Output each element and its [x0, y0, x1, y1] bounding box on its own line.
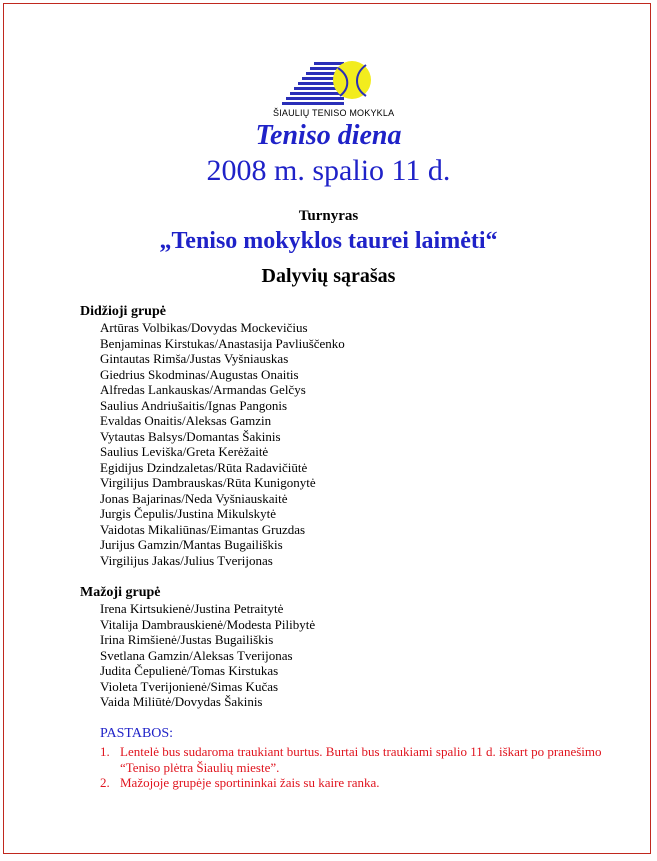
- note-item: [100, 775, 610, 791]
- list-item: Egidijus Dzindzaletas/Rūta Radavičiūtė: [100, 459, 308, 475]
- list-item: Benjaminas Kirstukas/Anastasija Pavliuščenko: [100, 335, 345, 351]
- tournament-name: „Teniso mokyklos taurei laimėti“: [159, 228, 498, 254]
- list-item: Saulius Andriušaitis/Ignas Pangonis: [100, 397, 288, 413]
- event-title: Teniso diena: [255, 120, 402, 151]
- list-item: Evaldas Onaitis/Aleksas Gamzin: [100, 413, 272, 428]
- list-item: Jonas Bajarinas/Neda Vyšniauskaitė: [100, 490, 288, 506]
- note-item: [100, 744, 610, 775]
- participants-heading: Dalyvių sąrašas: [261, 265, 396, 287]
- list-item: Irina Rimšienė/Justas Bugailiškis: [100, 632, 274, 647]
- list-item: Violeta Tverijonienė/Simas Kučas: [100, 678, 279, 694]
- group-big: [80, 304, 345, 568]
- note-text: Mažojoje grupėje sportininkai žais su kaire ranka.: [120, 775, 380, 790]
- notes-heading: PASTABOS:: [100, 726, 174, 741]
- group-heading: Didžioji grupė: [80, 304, 166, 319]
- event-date: 2008 m. spalio 11 d.: [206, 154, 451, 187]
- list-item: Jurgis Čepulis/Justina Mikulskytė: [100, 506, 276, 521]
- list-item: Saulius Leviška/Greta Kerėžaitė: [100, 444, 269, 459]
- list-item: Artūras Volbikas/Dovydas Mockevičius: [100, 320, 308, 335]
- list-item: Gintautas Rimša/Justas Vyšniauskas: [100, 351, 289, 366]
- logo-text: ŠIAULIŲ TENISO MOKYKLA: [273, 108, 395, 118]
- pair-list: [80, 601, 315, 710]
- list-item: Vitalija Dambrauskienė/Modesta Pilibytė: [100, 616, 316, 632]
- notes-section: [100, 726, 610, 791]
- notes-list: [100, 744, 610, 791]
- list-item: Alfredas Lankauskas/Armandas Gelčys: [100, 382, 306, 397]
- list-item: Virgilijus Jakas/Julius Tverijonas: [100, 552, 273, 568]
- list-item: Vaida Miliūtė/Dovydas Šakinis: [100, 694, 263, 709]
- list-item: Giedrius Skodminas/Augustas Onaitis: [100, 366, 299, 382]
- note-text: Lentelė bus sudaroma traukiant burtus. Burtai bus traukiami spalio 11 d. iškart po pranešimo “Teniso plėtra Šiaulių mieste”.: [120, 744, 602, 775]
- list-item: Svetlana Gamzin/Aleksas Tverijonas: [100, 647, 293, 663]
- list-item: Virgilijus Dambrauskas/Rūta Kunigonytė: [100, 475, 316, 490]
- group-heading: Mažoji grupė: [80, 585, 161, 600]
- note-number: 2.: [100, 775, 110, 790]
- list-item: Judita Čepulienė/Tomas Kirstukas: [100, 663, 279, 678]
- note-number: 1.: [100, 744, 110, 759]
- pair-list: [80, 320, 345, 568]
- list-item: Irena Kirtsukienė/Justina Petraitytė: [100, 601, 284, 616]
- list-item: Vytautas Balsys/Domantas Šakinis: [100, 428, 281, 444]
- list-item: Vaidotas Mikaliūnas/Eimantas Gruzdas: [100, 521, 306, 537]
- list-item: Jurijus Gamzin/Mantas Bugailiškis: [100, 537, 283, 552]
- group-small: [80, 585, 315, 710]
- tournament-label: Turnyras: [298, 208, 359, 224]
